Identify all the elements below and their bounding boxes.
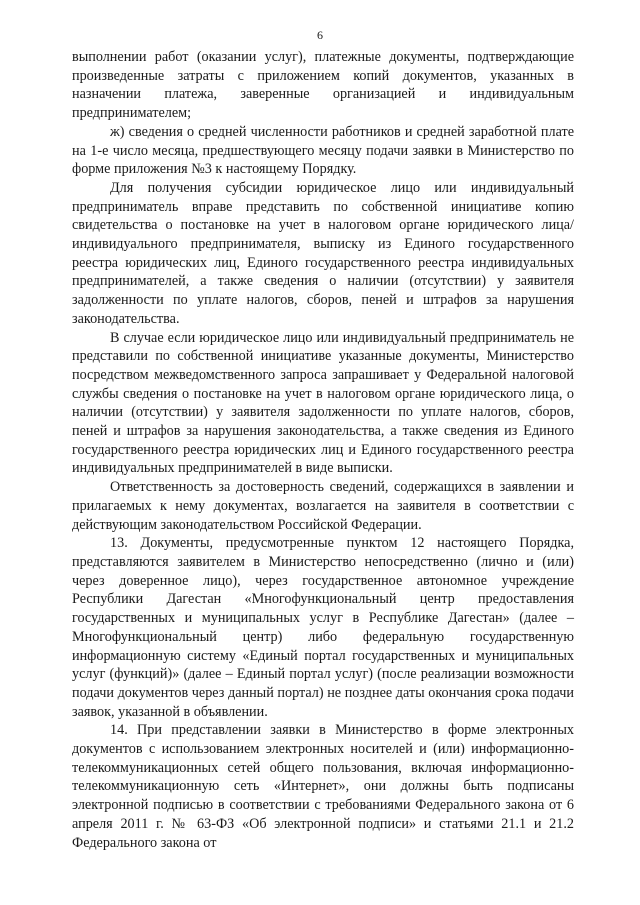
paragraph-item-zh: ж) сведения о средней численности работников и средней заработной плате на 1-е число месяца, предшествующего месяцу подачи заявки в Министерство по форме приложения №3 к настоящему Порядку. [72, 123, 574, 178]
paragraph-interagency-request: В случае если юридическое лицо или индивидуальный предприниматель не представили по собственной инициативе указанные документы, Министерство посредством межведомственного запроса запрашивает у Федеральной налоговой службы сведения о постановке на учет в налоговом органе юридического лица, о наличии (отсутствии) у заявителя задолженности по уплате налогов, сборов, пеней и штрафов за нарушения законодательства, а также сведения из Единого государственного реестра юридических лиц и Единого государственного реестра индивидуальных предпринимателей в виде выписки. [72, 329, 574, 477]
page-number: 6 [317, 28, 323, 42]
paragraph-14: 14. При представлении заявки в Министерство в форме электронных документов с использованием электронных носителей и (или) информационно-телекоммуникационных сетей общего пользования, включая информационно-телекоммуникационную сеть «Интернет», они должны быть подписаны электронной подписью в соответствии с требованиями Федерального закона от 6 апреля 2011 г. № 63-ФЗ «Об электронной подписи» и статьями 21.1 и 21.2 Федерального закона от [72, 722, 574, 851]
paragraph-optional-documents: Для получения субсидии юридическое лицо или индивидуальный предприниматель вправе представить по собственной инициативе копию свидетельства о постановке на учет в налоговом органе юридического лица/индивидуального предпринимателя, выписку из Единого государственного реестра юридических лиц, Единого государственного реестра индивидуальных предпринимателей, а также сведения о наличии (отсутствии) у заявителя задолженности по уплате налогов, сборов, пеней и штрафов за нарушения законодательства. [72, 179, 574, 327]
paragraph-13: 13. Документы, предусмотренные пунктом 12 настоящего Порядка, представляются заявителем в Министерство непосредственно (лично и (или) через доверенное лицо), через государственное автономное учреждение Республики Дагестан «Многофункциональный центр предоставления государственных и муниципальных услуг в Республике Дагестан» (далее – Многофункциональный центр) либо федеральную государственную информационную систему «Единый портал государственных и муниципальных услуг (функций)» (далее – Единый портал услуг) (после реализации возможности подачи документов через данный портал) не позднее даты окончания срока подачи заявок, указанной в объявлении. [72, 535, 574, 720]
paragraph-responsibility: Ответственность за достоверность сведений, содержащихся в заявлении и прилагаемых к нему документах, возлагается на заявителя в соответствии с действующим законодательством Российской Федерации. [72, 479, 574, 533]
document-body [72, 48, 574, 852]
paragraph-continuation: выполнении работ (оказании услуг), платежные документы, подтверждающие произведенные затраты с приложением копий документов, указанных в назначении платежа, заверенные организацией и индивидуальным предпринимателем; [72, 49, 574, 122]
